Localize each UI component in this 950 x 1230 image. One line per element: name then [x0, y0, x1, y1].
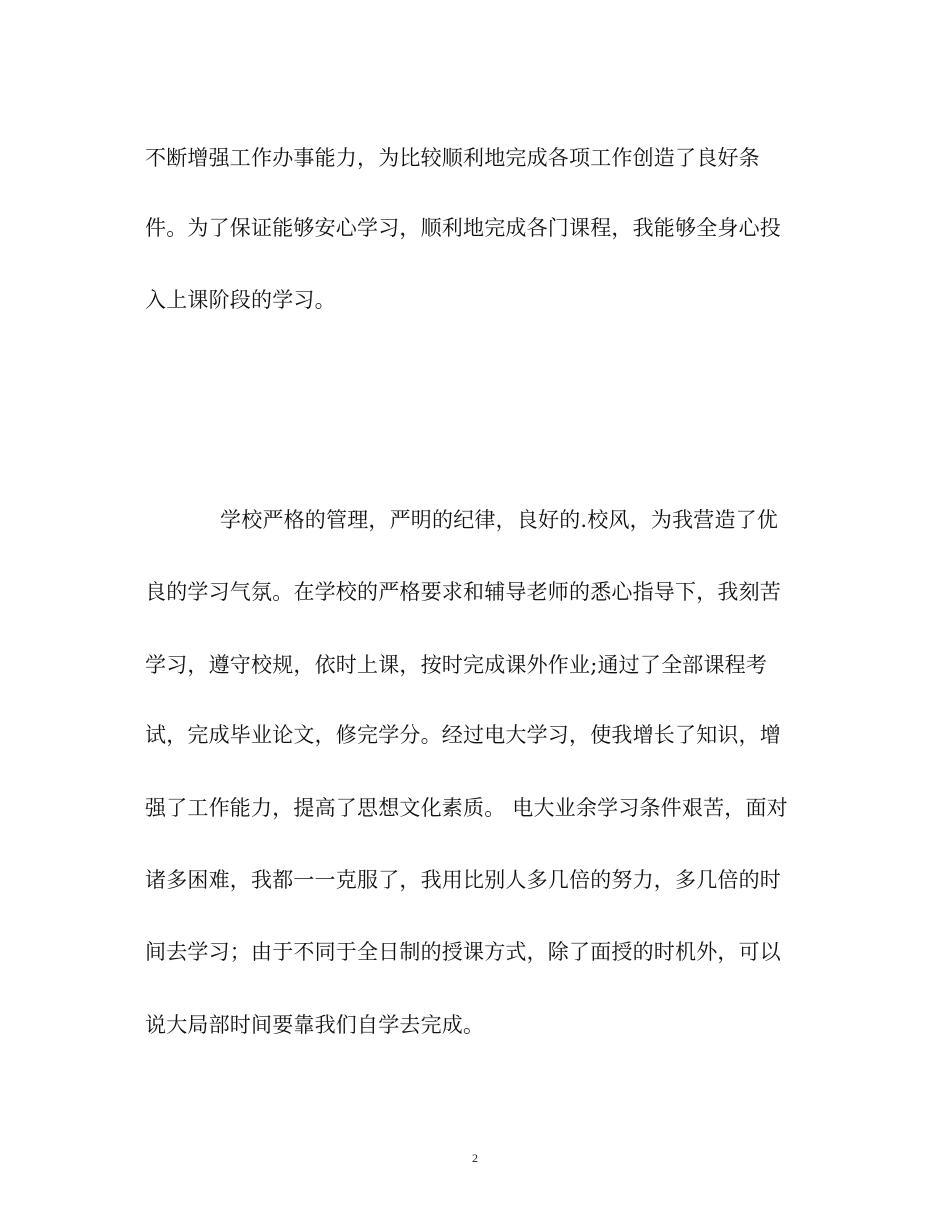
- paragraph-2-line-2: 良的学习气氛。在学校的严格要求和辅导老师的悉心指导下，我刻苦: [145, 580, 781, 604]
- paragraph-2-line-3: 学习，遵守校规，依时上课，按时完成课外作业;通过了全部课程考: [145, 653, 768, 677]
- paragraph-2-line-1: 学校严格的管理，严明的纪律，良好的.校风，为我营造了优: [220, 508, 779, 532]
- paragraph-1-line-3: 入上课阶段的学习。: [145, 288, 336, 312]
- paragraph-2-line-6: 诸多困难，我都一一克服了，我用比别人多几倍的努力，多几倍的时: [145, 868, 781, 892]
- paragraph-2-line-7: 间去学习；由于不同于全日制的授课方式，除了面授的时机外，可以: [145, 940, 781, 964]
- paragraph-1-line-2: 件。为了保证能够安心学习，顺利地完成各门课程，我能够全身心投: [145, 216, 781, 240]
- paragraph-1-line-1: 不断增强工作办事能力，为比较顺利地完成各项工作创造了良好条: [145, 146, 760, 170]
- page-number: 2: [472, 1151, 478, 1165]
- paragraph-2-line-5: 强了工作能力，提高了思想文化素质。 电大业余学习条件艰苦，面对: [145, 796, 788, 820]
- paragraph-2-line-8: 说大局部时间要靠我们自学去完成。: [145, 1013, 485, 1037]
- paragraph-2-line-4: 试，完成毕业论文，修完学分。经过电大学习，使我增长了知识，增: [145, 723, 781, 747]
